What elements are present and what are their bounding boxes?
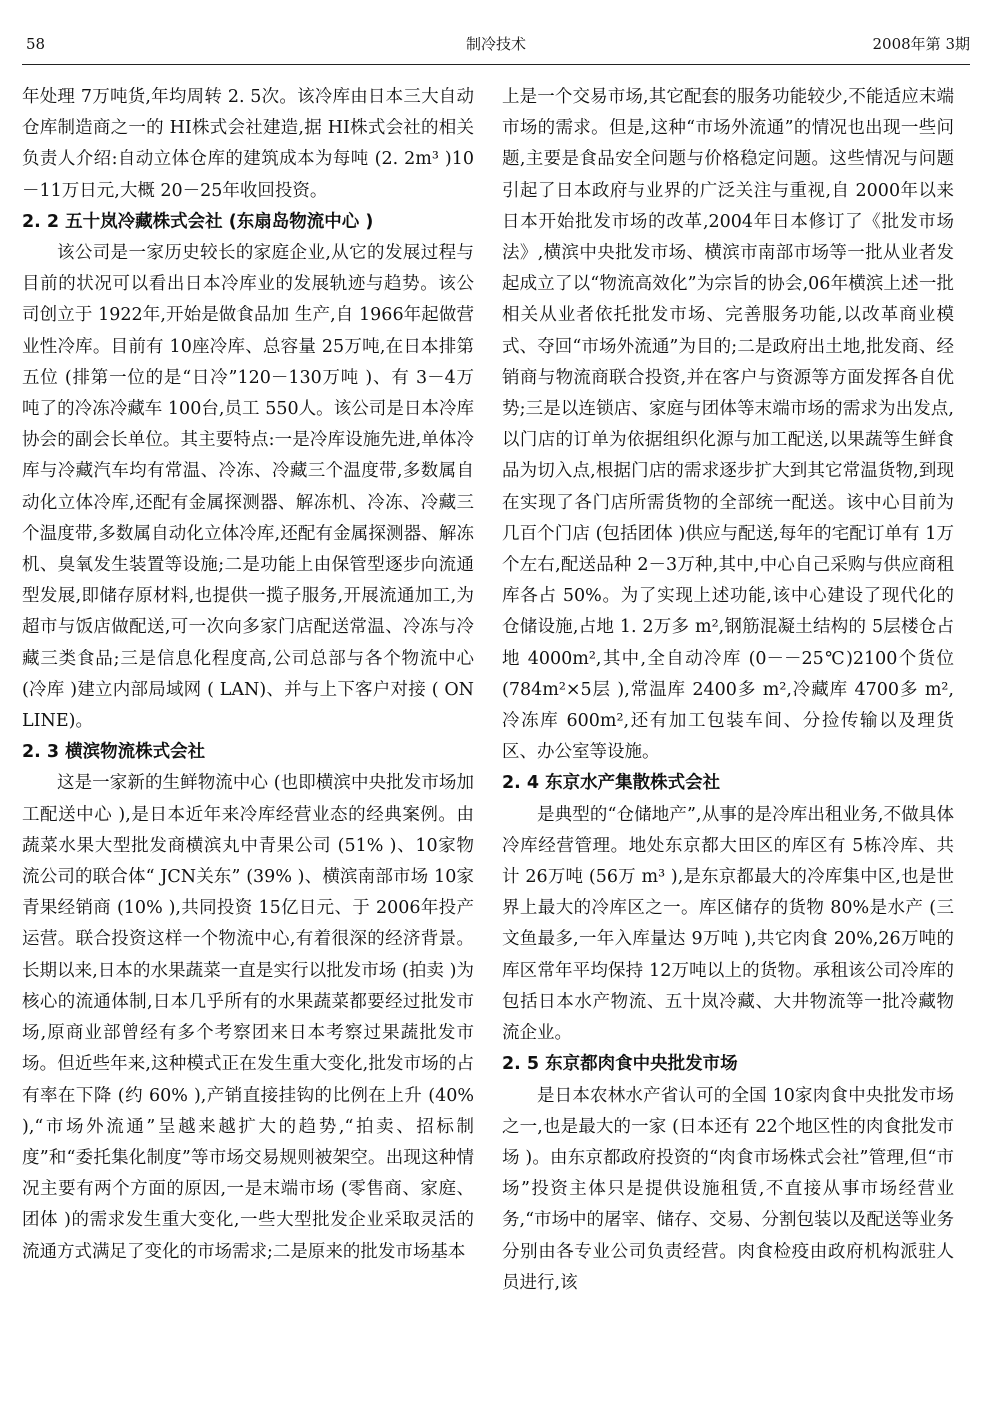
left-column	[22, 82, 474, 1382]
continued-paragraph: 上是一个交易市场,其它配套的服务功能较少,不能适应末端市场的需求。但是,这种“市场外流通”的情况也出现一些问题,主要是食品安全问题与价格稳定问题。这些情况与问题引起了日本政府与业界的广泛关注与重视,自 2000年以来日本开始批发市场的改革,2004年日本修订了《批发市场法》,横滨中央批发市场、横滨市南部市场等一批从业者发起成立了以“物流高效化”为宗旨的协会,06年横滨上述一批相关从业者依托批发市场、完善服务功能,以改革商业模式、夺回“市场外流通”为目的;二是政府出土地,批发商、经销商与物流商联合投资,并在客户与资源等方面发挥各自优势;三是以连锁店、家庭与团体等末端市场的需求为出发点,以门店的订单为依据组织化源与加工配送,以果蔬等生鲜食品为切入点,根据门店的需求逐步扩大到其它常温货物,到现在实现了各门店所需货物的全部统一配送。该中心目前为几百个门店 (包括团体 )供应与配送,每年的宅配订单有 1万个左右,配送品种 2－3万种,其中,中心自己采购与供应商租库各占 50%。为了实现上述功能,该中心建设了现代化的仓储设施,占地 1. 2万多 m²,钢筋混凝土结构的 5层楼仓占地 4000m²,其中,全自动冷库 (0－－25℃)2100个货位 (784m²×5层 ),常温库 2400多 m²,冷藏库 4700多 m²,冷冻库 600m²,还有加工包装车间、分捡传输以及理货区、办公室等设施。	[502, 87, 954, 763]
header-rule	[22, 64, 970, 65]
section-paragraph-2-4: 是典型的“仓储地产”,从事的是冷库出租业务,不做具体冷库经营管理。地处东京都大田区的库区有 5栋冷库、共计 26万吨 (56万 m³ ),是东京都最大的冷库集中区,也是世界上最大的冷库区之一。库区储存的货物 80%是水产 (三文鱼最多,一年入库量达 9万吨 ),共它肉食 20%,26万吨的库区常年平均保持 12万吨以上的货物。承租该公司冷库的包括日本水产物流、五十岚冷藏、大井物流等一批冷藏物流企业。	[502, 804, 954, 1044]
section-paragraph-2-2: 该公司是一家历史较长的家庭企业,从它的发展过程与目前的状况可以看出日本冷库业的发展轨迹与趋势。该公司创立于 1922年,开始是做食品加 生产,自 1966年起做营业性冷库。目前有 10座冷库、总容量 25万吨,在日本排第五位 (排第一位的是“日冷”120－130万吨 )、有 3－4万吨了的冷冻冷藏车 100台,员工 550人。该公司是日本冷库协会的副会长单位。其主要特点:一是冷库设施先进,单体冷库与冷藏汽车均有常温、冷冻、冷藏三个温度带,多数属自动化立体冷库,还配有金属探测器、解冻机、冷冻、冷藏三个温度带,多数属自动化立体冷库,还配有金属探测器、解冻机、臭氧发生装置等设施;二是功能上由保管型逐步向流通型发展,即储存原材料,也提供一揽子服务,开展流通加工,为超市与饭店做配送,可一次向多家门店配送常温、冷冻与冷藏三类食品;三是信息化程度高,公司总部与各个物流中心 (冷库 )建立内部局域网 ( LAN)、并与上下客户对接 ( ON LINE)。	[22, 243, 474, 732]
issue-label: 2008年第 3期	[872, 35, 970, 53]
continued-paragraph: 年处理 7万吨货,年均周转 2. 5次。该冷库由日本三大自动仓库制造商之一的 HI株式会社建造,据 HI株式会社的相关负责人介绍:自动立体仓库的建筑成本为每吨 (2. 2m³ )10－11万日元,大概 20－25年收回投资。	[22, 87, 474, 201]
page-header	[22, 30, 970, 58]
section-heading-2-3: 2. 3 横滨物流株式会社	[22, 742, 206, 763]
section-paragraph-2-5: 是日本农林水产省认可的全国 10家肉食中央批发市场之一,也是最大的一家 (日本还有 22个地区性的肉食批发市场 )。由东京都政府投资的“肉食市场株式会社”管理,但“市场”投资主体只是提供设施租赁,不直接从事市场经营业务,“市场中的屠宰、储存、交易、分割包装以及配送等业务分别由各专业公司负责经营。肉食检疫由政府机构派驻人员进行,该	[502, 1085, 954, 1293]
section-paragraph-2-3: 这是一家新的生鲜物流中心 (也即横滨中央批发市场加工配送中心 ),是日本近年来冷库经营业态的经典案例。由蔬菜水果大型批发商横滨丸中青果公司 (51% )、10家物流公司的联合体“ JCN关东” (39% )、横滨南部市场 10家青果经销商 (10% ),共同投资 15亿日元、于 2006年投产运营。联合投资这样一个物流中心,有着很深的经济背景。长期以来,日本的水果蔬菜一直是实行以批发市场 (拍卖 )为核心的流通体制,日本几乎所有的水果蔬菜都要经过批发市场,原商业部曾经有多个考察团来日本考察过果蔬批发市场。但近些年来,这种模式正在发生重大变化,批发市场的占有率在下降 (约 60% ),产销直接挂钩的比例在上升 (40% ),“市场外流通”呈越来越扩大的趋势,“拍卖、招标制度”和“委托集化制度”等市场交易规则被架空。出现这种情况主要有两个方面的原因,一是末端市场 (零售商、家庭、团体 )的需求发生重大变化,一些大型批发企业采取灵活的流通方式满足了变化的市场需求;二是原来的批发市场基本	[22, 773, 474, 1262]
right-column	[502, 82, 954, 1382]
journal-title: 制冷技术	[465, 35, 526, 53]
section-heading-2-5: 2. 5 东京都肉食中央批发市场	[502, 1054, 738, 1075]
section-heading-2-4: 2. 4 东京水产集散株式会社	[502, 773, 721, 794]
section-heading-2-2: 2. 2 五十岚冷藏株式会社 (东扇岛物流中心 )	[22, 211, 374, 232]
page-number: 58	[26, 35, 46, 53]
